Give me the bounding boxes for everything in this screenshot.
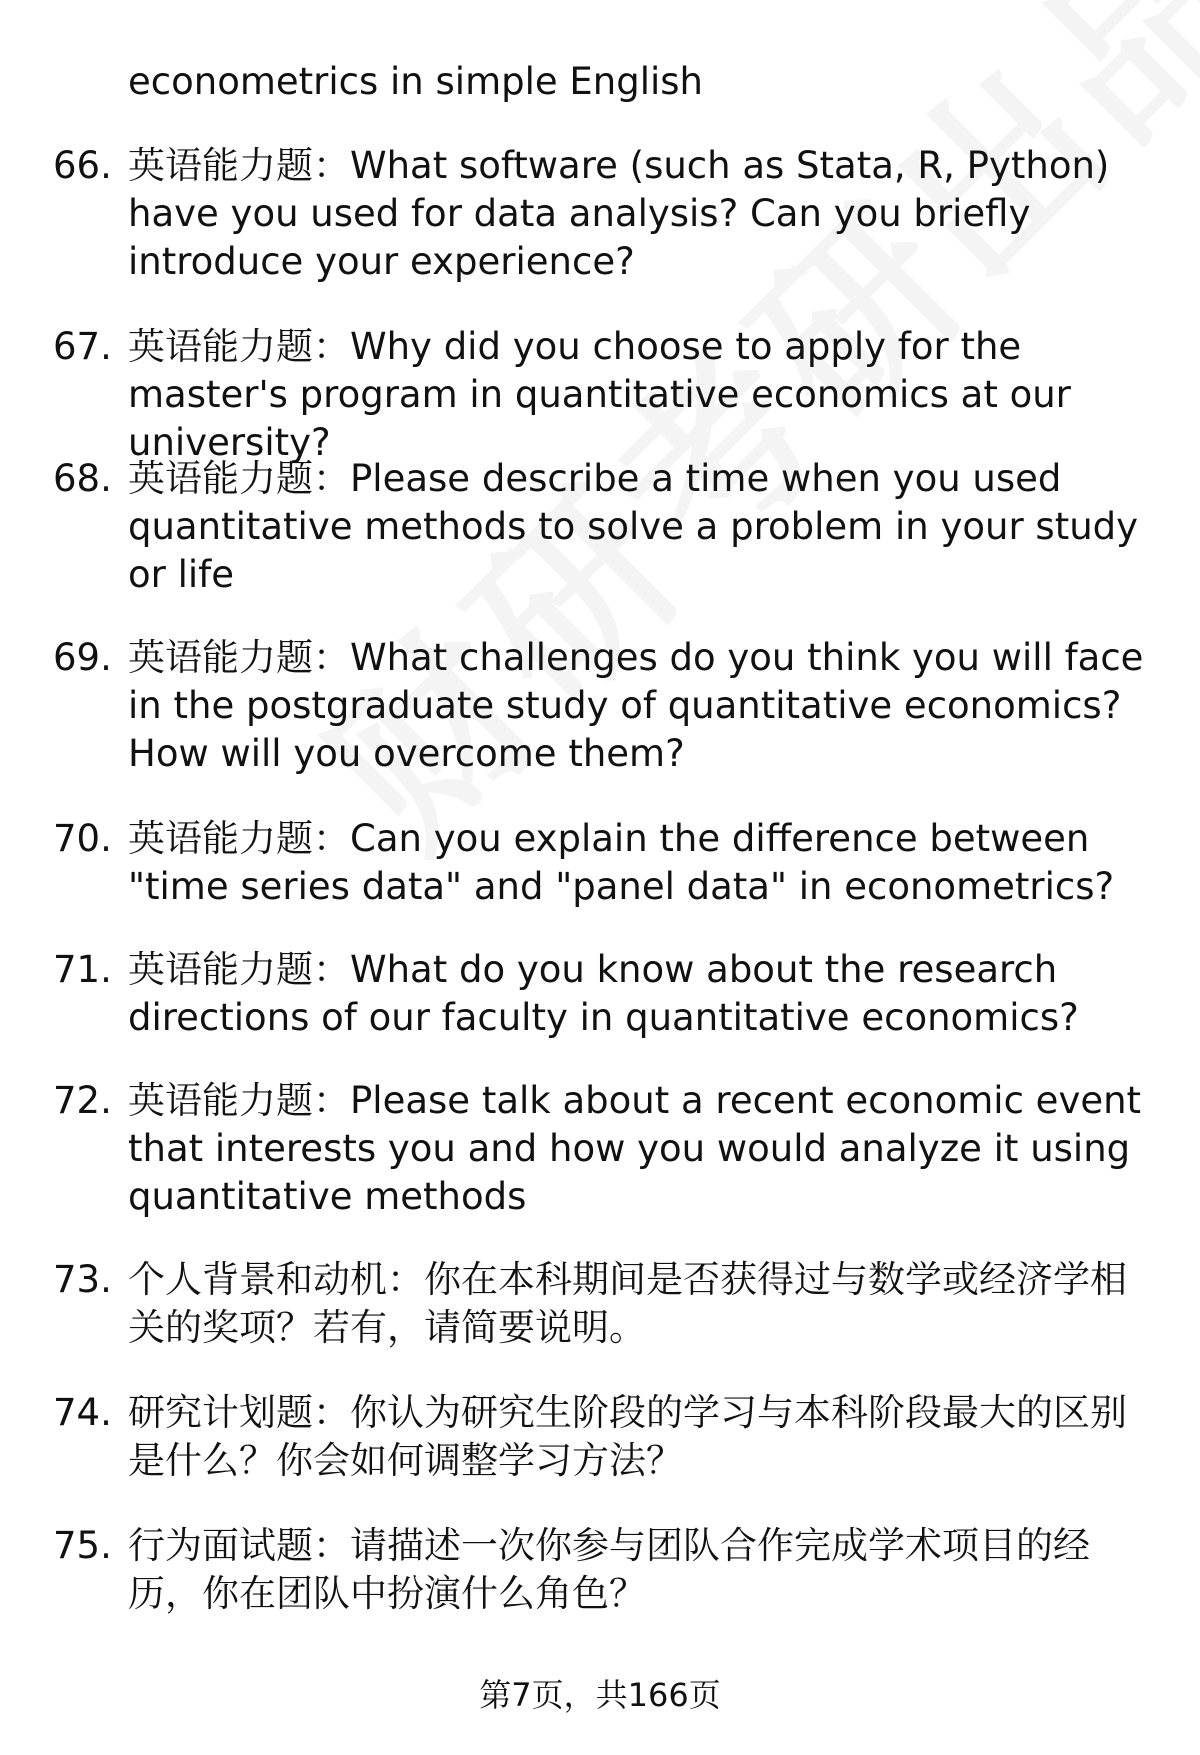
question-text: 英语能力题：What software (such as Stata, R, Python) have you used for data analysis? Can you briefly introduce your experience? [128,144,1110,283]
question-text: 英语能力题：Please talk about a recent economic event that interests you and how you would analyze it using quantitative methods [128,1079,1142,1218]
question-number: 71. [53,948,112,991]
question-number: 67. [53,325,112,368]
question-number: 75. [53,1524,112,1567]
question-number: 70. [53,817,112,860]
question-number: 66. [53,144,112,187]
continued-text: econometrics in simple English [128,60,703,103]
question-number: 73. [53,1258,112,1301]
question-text: 英语能力题：Can you explain the difference between "time series data" and "panel data" in econometrics? [128,817,1115,908]
question-text: 研究计划题：你认为研究生阶段的学习与本科阶段最大的区别是什么？你会如何调整学习方法？ [128,1391,1127,1482]
question-number: 72. [53,1079,112,1122]
question-text: 英语能力题：What challenges do you think you will face in the postgraduate study of quantitative economics? How will you overcome them? [128,636,1144,775]
question-text: 行为面试题：请描述一次你参与团队合作完成学术项目的经历，你在团队中扮演什么角色？ [128,1524,1090,1615]
question-text: 英语能力题：Please describe a time when you used quantitative methods to solve a problem in your study or life [128,457,1139,596]
question-text: 英语能力题：What do you know about the research directions of our faculty in quantitative economics? [128,948,1079,1039]
question-number: 74. [53,1391,112,1434]
question-number: 68. [53,457,112,500]
page-footer: 第7页，共166页 [479,1676,721,1714]
question-text: 英语能力题：Why did you choose to apply for the master's program in quantitative economics at our university? [128,325,1071,464]
question-text: 个人背景和动机：你在本科期间是否获得过与数学或经济学相关的奖项？若有，请简要说明。 [128,1258,1127,1349]
question-number: 69. [53,636,112,679]
